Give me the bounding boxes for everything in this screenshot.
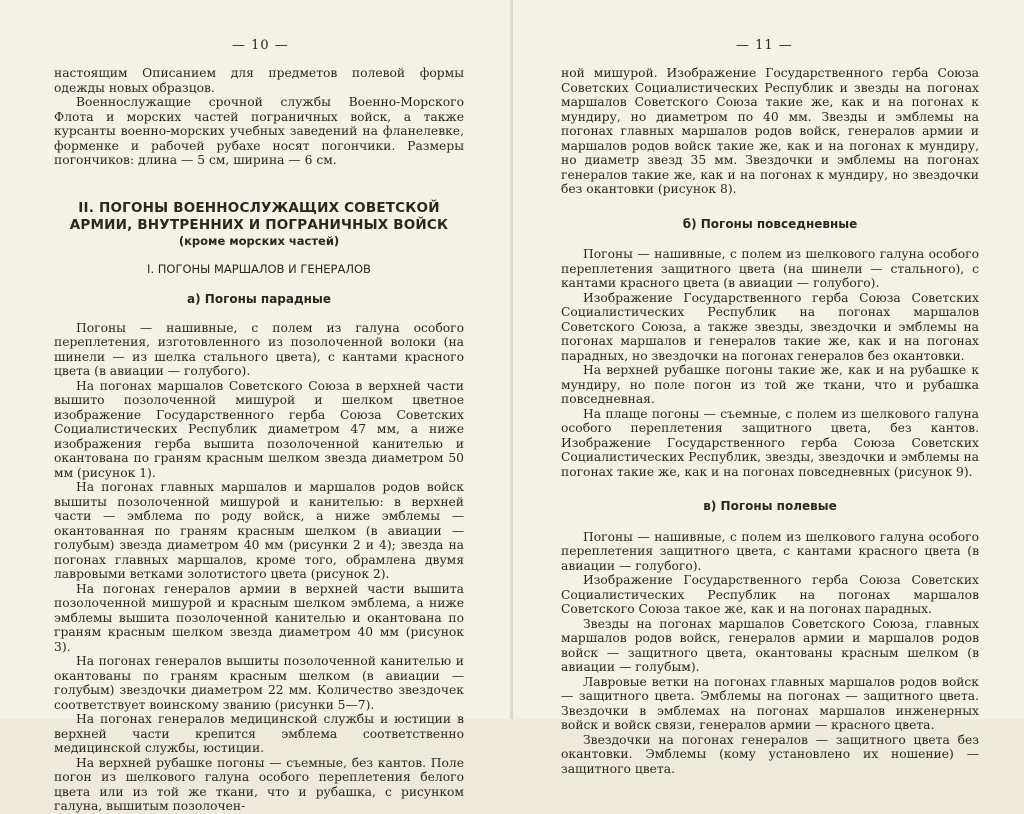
subsection-title: I. ПОГОНЫ МАРШАЛОВ И ГЕНЕРАЛОВ [147,261,371,276]
heading-field: в) Погоны полевые [703,499,837,513]
paragraph: На погонах генералов медицинской службы и юстиции в верхней части крепится эмблема соответственно медицинской службы, юстиции. [54,712,464,755]
heading-parade: а) Погоны парадные [187,292,331,306]
paragraph: На погонах главных маршалов и маршалов родов войск вышиты позолоченной мишурой и канителью: в верхней части — эмблема по роду войск, а ниже эмблемы — окантованная по граням красным шелком (в авиации — голубым) звезда диаметром 40 мм (рисунки 2 и 4); звезда на погонах главных маршалов, кроме того, обрамлена двумя лавровыми ветками золотистого цвета (рисунок 2). [54,480,464,581]
paragraph: настоящим Описанием для предметов полевой формы одежды новых образцов. [54,66,464,95]
paragraph: Погоны — нашивные, с полем из галуна особого переплетения, изготовленного из позолоченной волоки (на шинели — из шелка стального цвета), с кантами красного цвета (в авиации — голубого). [54,320,464,378]
left-page [0,0,511,813]
paragraph: Погоны — нашивные, с полем из шелкового галуна особого переплетения защитного цвета (на шинели — стального), с кантами красного цвета (в авиации — голубого). [561,247,979,290]
paragraph: Изображение Государственного герба Союза Советских Социалистических Республик на погонах маршалов Советского Союза такое же, как и на погонах парадных. [561,573,979,616]
paragraph: На верхней рубашке погоны такие же, как и на рубашке к мундиру, но поле погон из той же ткани, что и рубашка повседневная. [561,363,979,406]
paragraph: На погонах генералов вышиты позолоченной канителью и окантованы по граням красным шелком (в авиации — голубым) звездочки диаметром 22 мм. Количество звездочек соответствует воинскому званию (рисунки 5—7). [54,654,464,712]
paragraph: Звезды на погонах маршалов Советского Союза, главных маршалов родов войск, генералов армии и маршалов родов войск — защитного цвета, окантованы красным шелком (в авиации — голубым). [561,616,979,674]
right-page [513,0,1024,776]
section-subtitle: (кроме морских частей) [178,233,340,248]
paragraph: На плаще погоны — съемные, с полем из шелкового галуна особого переплетения защитного цвета, без кантов. Изображение Государственного герба Союза Советских Социалистических Республик, звезды, звездочки и эмблемы на погонах такие же, как и на погонах повседневных (рисунок 9). [561,406,979,479]
right-text-column [561,66,979,776]
section-title: II. ПОГОНЫ ВОЕННОСЛУЖАЩИХ СОВЕТСКОЙ АРМИИ, ВНУТРЕННИХ И ПОГРАНИЧНЫХ ВОЙСК [69,199,449,233]
paragraph: Погоны — нашивные, с полем из шелкового галуна особого переплетения защитного цвета, с кантами красного цвета (в авиации — голубого). [561,529,979,573]
heading-everyday: б) Погоны повседневные [682,216,858,231]
paragraph: На погонах генералов армии в верхней части вышита позолоченной мишурой и красным шелком эмблема, а ниже эмблемы вышита позолоченной канителью и окантована по граням красным шелком звезда диаметром 40 мм (рисунок 3). [54,581,464,654]
paragraph: На верхней рубашке погоны — съемные, без кантов. Поле погон из шелкового галуна особого переплетения белого цвета или из той же ткани, что и рубашка, с рисунком галуна, вышитым позолочен- [54,755,464,813]
page-number: — 11 — [736,38,793,53]
paragraph: ной мишурой. Изображение Государственного герба Союза Советских Социалистических Республик и звезды на погонах маршалов Советского Союза такие же, как и на погонах к мундиру, но диаметром по 40 мм. Звезды и эмблемы на погонах главных маршалов родов войск, генералов армии и маршалов родов войск такие же, как и на погонах к мундиру, но диаметр звезд 35 мм. Звездочки и эмблемы на погонах генералов такие же, как и на погонах к мундиру, но звездочки без окантовки (рисунок 8). [561,66,979,196]
left-text-column [54,66,464,814]
paragraph: Изображение Государственного герба Союза Советских Социалистических Республик на погонах маршалов Советского Союза, а также звезды, звездочки и эмблемы на погонах маршалов и генералов такие же, как и на погонах парадных, но звездочки на погонах генералов без окантовки. [561,290,979,363]
paragraph: Звездочки на погонах генералов — защитного цвета без окантовки. Эмблемы (кому установлено их ношение) — защитного цвета. [561,732,979,776]
page-number: — 10 — [232,38,289,53]
paragraph: Лавровые ветки на погонах главных маршалов родов войск — защитного цвета. Эмблемы на погонах — защитного цвета. Звездочки в эмблемах на погонах маршалов инженерных войск и войск связи, генералов армии — красного цвета. [561,674,979,732]
paragraph: На погонах маршалов Советского Союза в верхней части вышито позолоченной мишурой и шелком цветное изображение Государственного герба Союза Советских Социалистических Республик диаметром 47 мм, а ниже изображения герба вышита позолоченной канителью и окантована по граням красным шелком звезда диаметром 50 мм (рисунок 1). [54,378,464,480]
paragraph: Военнослужащие срочной службы Военно-Морского Флота и морских частей пограничных войск, а также курсанты военно-морских учебных заведений на фланелевке, форменке и рабочей рубахе носят погончики. Размеры погончиков: длина — 5 см, ширина — 6 см. [54,95,464,167]
